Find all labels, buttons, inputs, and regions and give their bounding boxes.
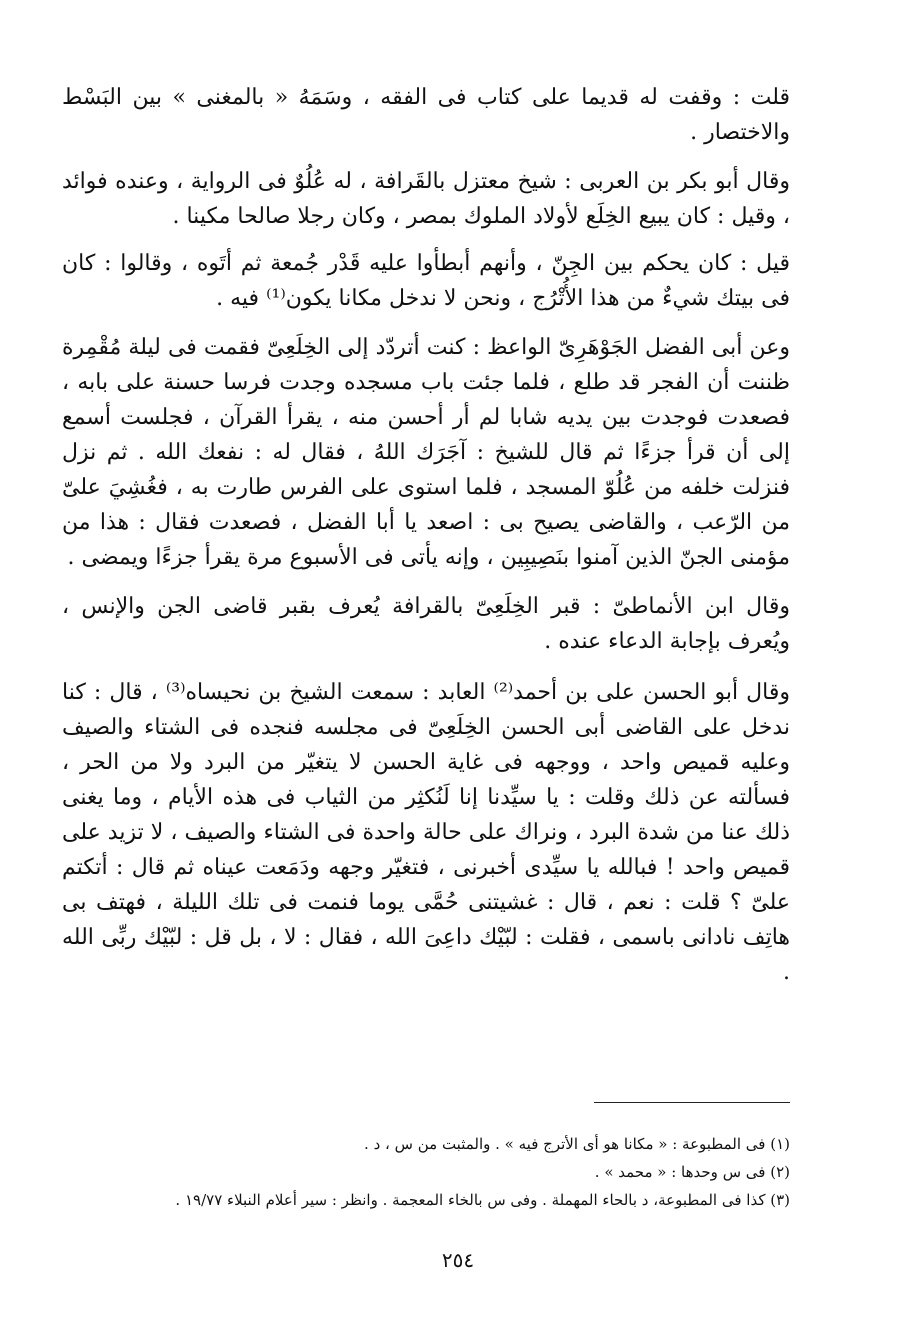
page-number: ٢٥٤ xyxy=(441,1248,475,1272)
footnote-3: (٣) كذا فى المطبوعة، د بالحاء المهملة . وفى س بالخاء المعجمة . وانظر : سير أعلام النبلاء ١٩/٧٧ . xyxy=(175,1191,790,1209)
paragraph-1: قلت : وقفت له قديما على كتاب فى الفقه ، وسَمَهُ « بالمغنى » بين البَسْط والاختصار . xyxy=(62,85,790,145)
paragraph-5: وقال ابن الأنماطىّ : قبر الخِلَعِىّ بالقرافة يُعرف بقبر قاضى الجن والإنس ، ويُعرف بإجابة الدعاء عنده . xyxy=(62,594,790,654)
paragraph-2: وقال أبو بكر بن العربى : شيخ معتزل بالقَرافة ، له عُلُوٌ فى الرواية ، وعنده فوائد ، وقيل : كان يبيع الخِلَع لأولاد الملوك بمصر ، وكان رجلا صالحا مكينا . xyxy=(62,169,790,229)
paragraph-3: قيل : كان يحكم بين الجِنّ ، وأنهم أبطأوا عليه قَدْر جُمعة ثم أتَوه ، وقالوا : كان فى بيتك شيءٌ من هذا الأُتْرُج ، ونحن لا ندخل مكانا يكون⁽¹⁾ فيه . xyxy=(62,251,790,311)
footnote-2: (٢) فى س وحدها : « محمد » . xyxy=(594,1163,790,1181)
paragraph-4: وعن أبى الفضل الجَوْهَرِىّ الواعظ : كنت أتردّد إلى الخِلَعِىّ فقمت فى ليلة مُقْمِرة ظننت أن الفجر قد طلع ، فلما جئت باب مسجده وجدت فرسا حسنة على بابه ، فصعدت فوجدت بين يديه شابا لم أر أحسن منه ، يقرأ القرآن ، فجلست أسمع إلى أن قرأ جزءًا ثم قال للشيخ : آجَرَك اللهُ ، فقال له : نفعك الله . ثم نزل فنزلت خلفه من عُلُوّ المسجد ، فلما استوى على الفرس طارت به ، فغُشِيَ علىّ من الرّعب ، والقاضى يصيح بى : اصعد يا أبا الفضل ، فصعدت فقال : هذا من مؤمنى الجنّ الذين آمنوا بنَصِيبِين ، وإنه يأتى فى الأسبوع مرة يقرأ جزءًا ويمضى . xyxy=(62,335,790,570)
footnotes xyxy=(90,1130,790,1214)
footnote-separator xyxy=(594,1102,790,1103)
paragraph-6: وقال أبو الحسن على بن أحمد⁽²⁾ العابد : سمعت الشيخ بن نحيساه⁽³⁾ ، قال : كنا ندخل على القاضى أبى الحسن الخِلَعِىّ فى مجلسه فنجده فى الشتاء والصيف وعليه قميص واحد ، ووجهه فى غاية الحسن لا يتغيّر من البرد ولا من الحر ، فسألته عن ذلك وقلت : يا سيِّدنا إنا لَنُكثِر من الثياب فى هذه الأيام ، وما يغنى ذلك عنا من شدة البرد ، ونراك على حالة واحدة فى الشتاء والصيف ، لا تزيد على قميص واحد ! فبالله يا سيِّدى أخبرنى ، فتغيّر وجهه ودَمَعت عيناه ثم قال : أتكتم علىّ ؟ قلت : نعم ، قال : غشيتنى حُمَّى يوما فنمت فى تلك الليلة ، فهتف بى هاتِف نادانى باسمى ، فقلت : لبّيْك داعِىَ الله ، فقال : لا ، بل قل : لبّيْك ربِّى الله . xyxy=(62,680,790,985)
footnote-1: (١) فى المطبوعة : « مكانا هو أى الأترج فيه » . والمثبت من س ، د . xyxy=(364,1135,790,1153)
main-text xyxy=(62,80,790,990)
